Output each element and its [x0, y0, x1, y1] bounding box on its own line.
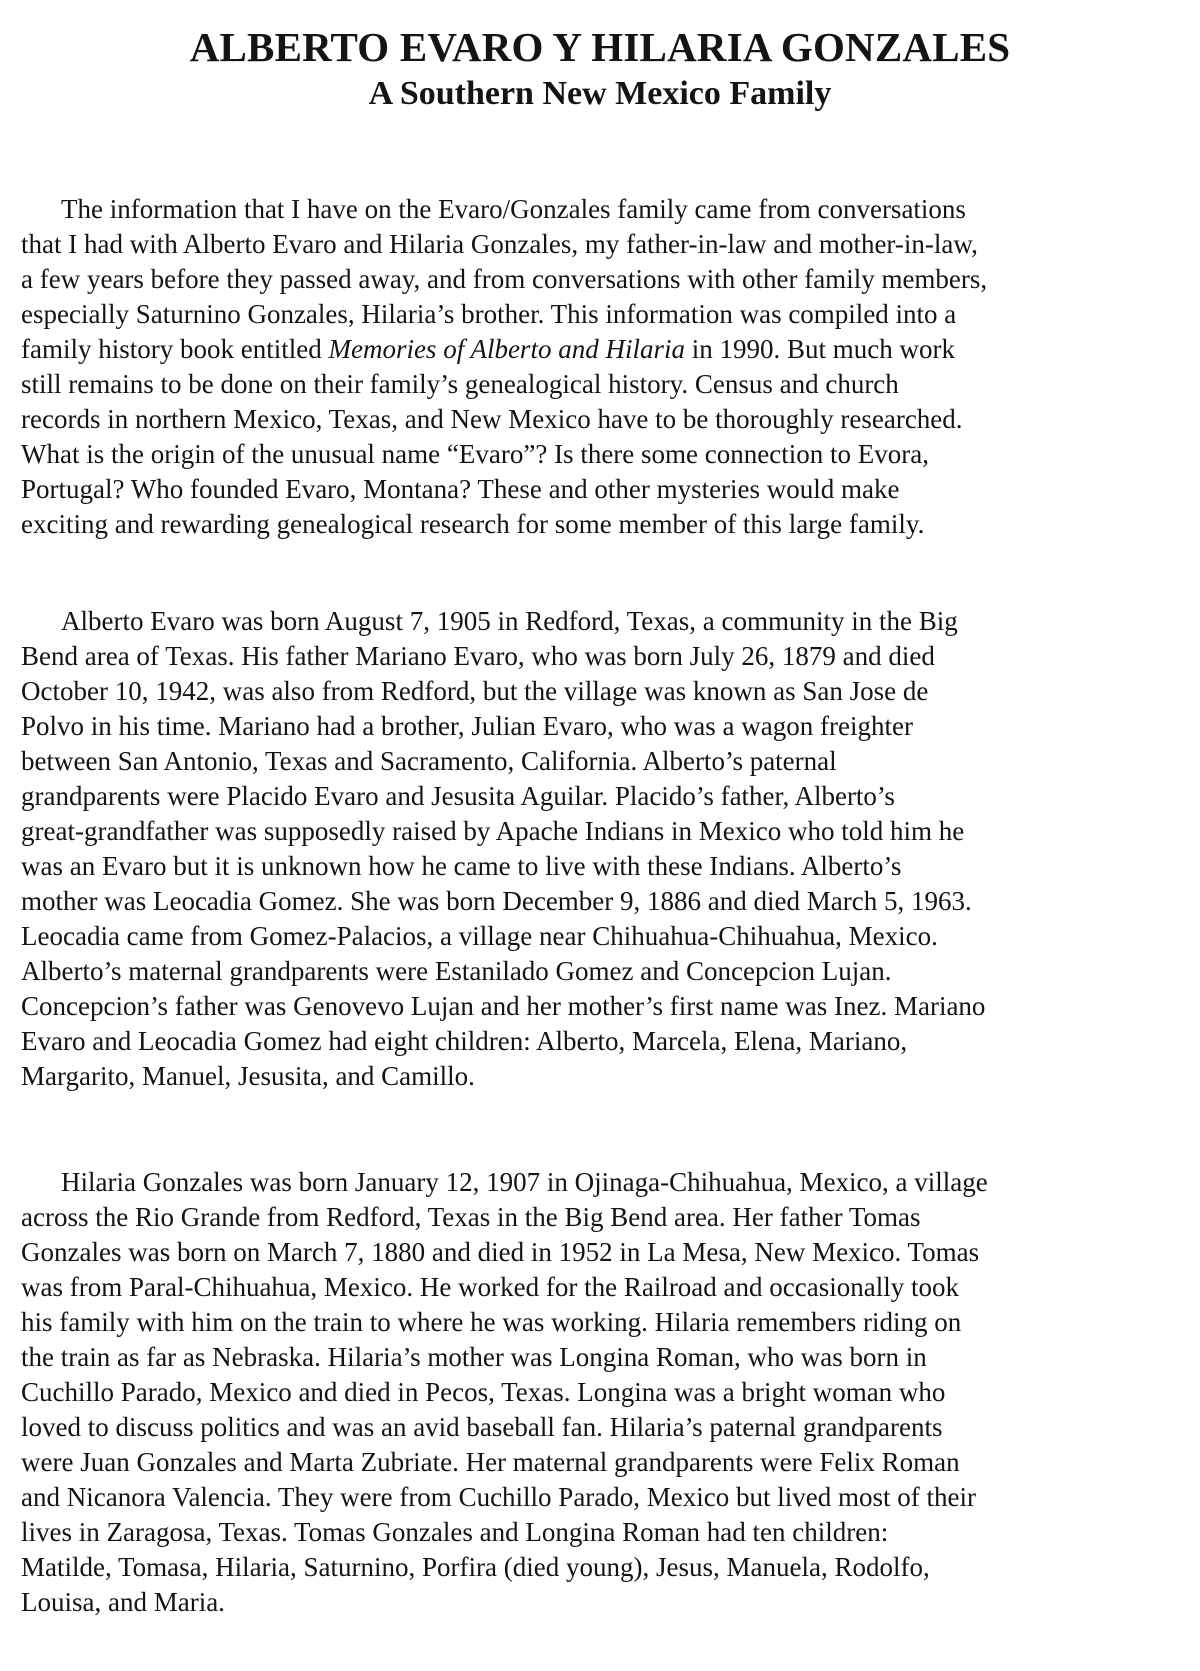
paragraph-line: Alberto Evaro was born August 7, 1905 in Redford, Texas, a community in the Big [61, 606, 958, 636]
paragraph-line: Leocadia came from Gomez-Palacios, a village near Chihuahua-Chihuahua, Mexico. [21, 921, 938, 951]
paragraph-line: Polvo in his time. Mariano had a brother, Julian Evaro, who was a wagon freighter [21, 711, 913, 741]
paragraph-line: Margarito, Manuel, Jesusita, and Camillo. [21, 1061, 475, 1091]
paragraph-line: his family with him on the train to where he was working. Hilaria remembers riding on [21, 1307, 962, 1337]
paragraph-line: October 10, 1942, was also from Redford, but the village was known as San Jose de [21, 676, 929, 706]
paragraph-line: Portugal? Who founded Evaro, Montana? These and other mysteries would make [21, 474, 900, 504]
paragraph-line: between San Antonio, Texas and Sacramento, California. Alberto’s paternal [21, 746, 837, 776]
paragraph-line: exciting and rewarding genealogical research for some member of this large family. [21, 509, 925, 539]
paragraph-introduction [21, 192, 1181, 542]
paragraph-line: Bend area of Texas. His father Mariano Evaro, who was born July 26, 1879 and died [21, 641, 935, 671]
paragraph-line: mother was Leocadia Gomez. She was born December 9, 1886 and died March 5, 1963. [21, 886, 972, 916]
paragraph-line: the train as far as Nebraska. Hilaria’s mother was Longina Roman, who was born in [21, 1342, 927, 1372]
line-text: family history book entitled [21, 334, 329, 364]
paragraph-line: a few years before they passed away, and from conversations with other family members, [21, 264, 988, 294]
paragraph-line: lives in Zaragosa, Texas. Tomas Gonzales and Longina Roman had ten children: [21, 1517, 889, 1547]
paragraph-line: Hilaria Gonzales was born January 12, 1907 in Ojinaga-Chihuahua, Mexico, a village [61, 1167, 988, 1197]
document-subtitle: A Southern New Mexico Family [368, 75, 832, 112]
paragraph-line: Evaro and Leocadia Gomez had eight children: Alberto, Marcela, Elena, Mariano, [21, 1026, 908, 1056]
paragraph-line: was from Paral-Chihuahua, Mexico. He worked for the Railroad and occasionally took [21, 1272, 959, 1302]
paragraph-hilaria-gonzales [21, 1165, 1181, 1620]
paragraph-line: grandparents were Placido Evaro and Jesusita Aguilar. Placido’s father, Alberto’s [21, 781, 895, 811]
paragraph-line: Cuchillo Parado, Mexico and died in Pecos, Texas. Longina was a bright woman who [21, 1377, 946, 1407]
paragraph-line: Matilde, Tomasa, Hilaria, Saturnino, Porfira (died young), Jesus, Manuela, Rodolfo, [21, 1552, 930, 1582]
paragraph-line: and Nicanora Valencia. They were from Cuchillo Parado, Mexico but lived most of their [21, 1482, 976, 1512]
document-title: ALBERTO EVARO Y HILARIA GONZALES [189, 24, 1011, 70]
paragraph-line: loved to discuss politics and was an avid baseball fan. Hilaria’s paternal grandparents [21, 1412, 943, 1442]
line-text: in 1990. But much work [684, 334, 955, 364]
paragraph-line: still remains to be done on their family’s genealogical history. Census and church [21, 369, 899, 399]
book-title: Memories of Alberto and Hilaria [328, 334, 685, 364]
paragraph-line: What is the origin of the unusual name “Evaro”? Is there some connection to Evora, [21, 439, 929, 469]
paragraph-line: were Juan Gonzales and Marta Zubriate. Her maternal grandparents were Felix Roman [21, 1447, 960, 1477]
paragraph-line: The information that I have on the Evaro/Gonzales family came from conversations [61, 194, 966, 224]
paragraph-line: great-grandfather was supposedly raised by Apache Indians in Mexico who told him he [21, 816, 965, 846]
paragraph-alberto-evaro [21, 604, 1181, 1094]
paragraph-line: Alberto’s maternal grandparents were Estanilado Gomez and Concepcion Lujan. [21, 956, 892, 986]
paragraph-line: Gonzales was born on March 7, 1880 and died in 1952 in La Mesa, New Mexico. Tomas [21, 1237, 980, 1267]
paragraph-line: Concepcion’s father was Genovevo Lujan and her mother’s first name was Inez. Mariano [21, 991, 986, 1021]
paragraph-line: especially Saturnino Gonzales, Hilaria’s brother. This information was compiled into a [21, 299, 957, 329]
paragraph-line [21, 332, 1181, 367]
paragraph-line: was an Evaro but it is unknown how he came to live with these Indians. Alberto’s [21, 851, 902, 881]
paragraph-line: that I had with Alberto Evaro and Hilaria Gonzales, my father-in-law and mother-in-law, [21, 229, 978, 259]
paragraph-line: across the Rio Grande from Redford, Texas in the Big Bend area. Her father Tomas [21, 1202, 921, 1232]
paragraph-line: Louisa, and Maria. [21, 1587, 225, 1617]
paragraph-line: records in northern Mexico, Texas, and New Mexico have to be thoroughly researched. [21, 404, 963, 434]
